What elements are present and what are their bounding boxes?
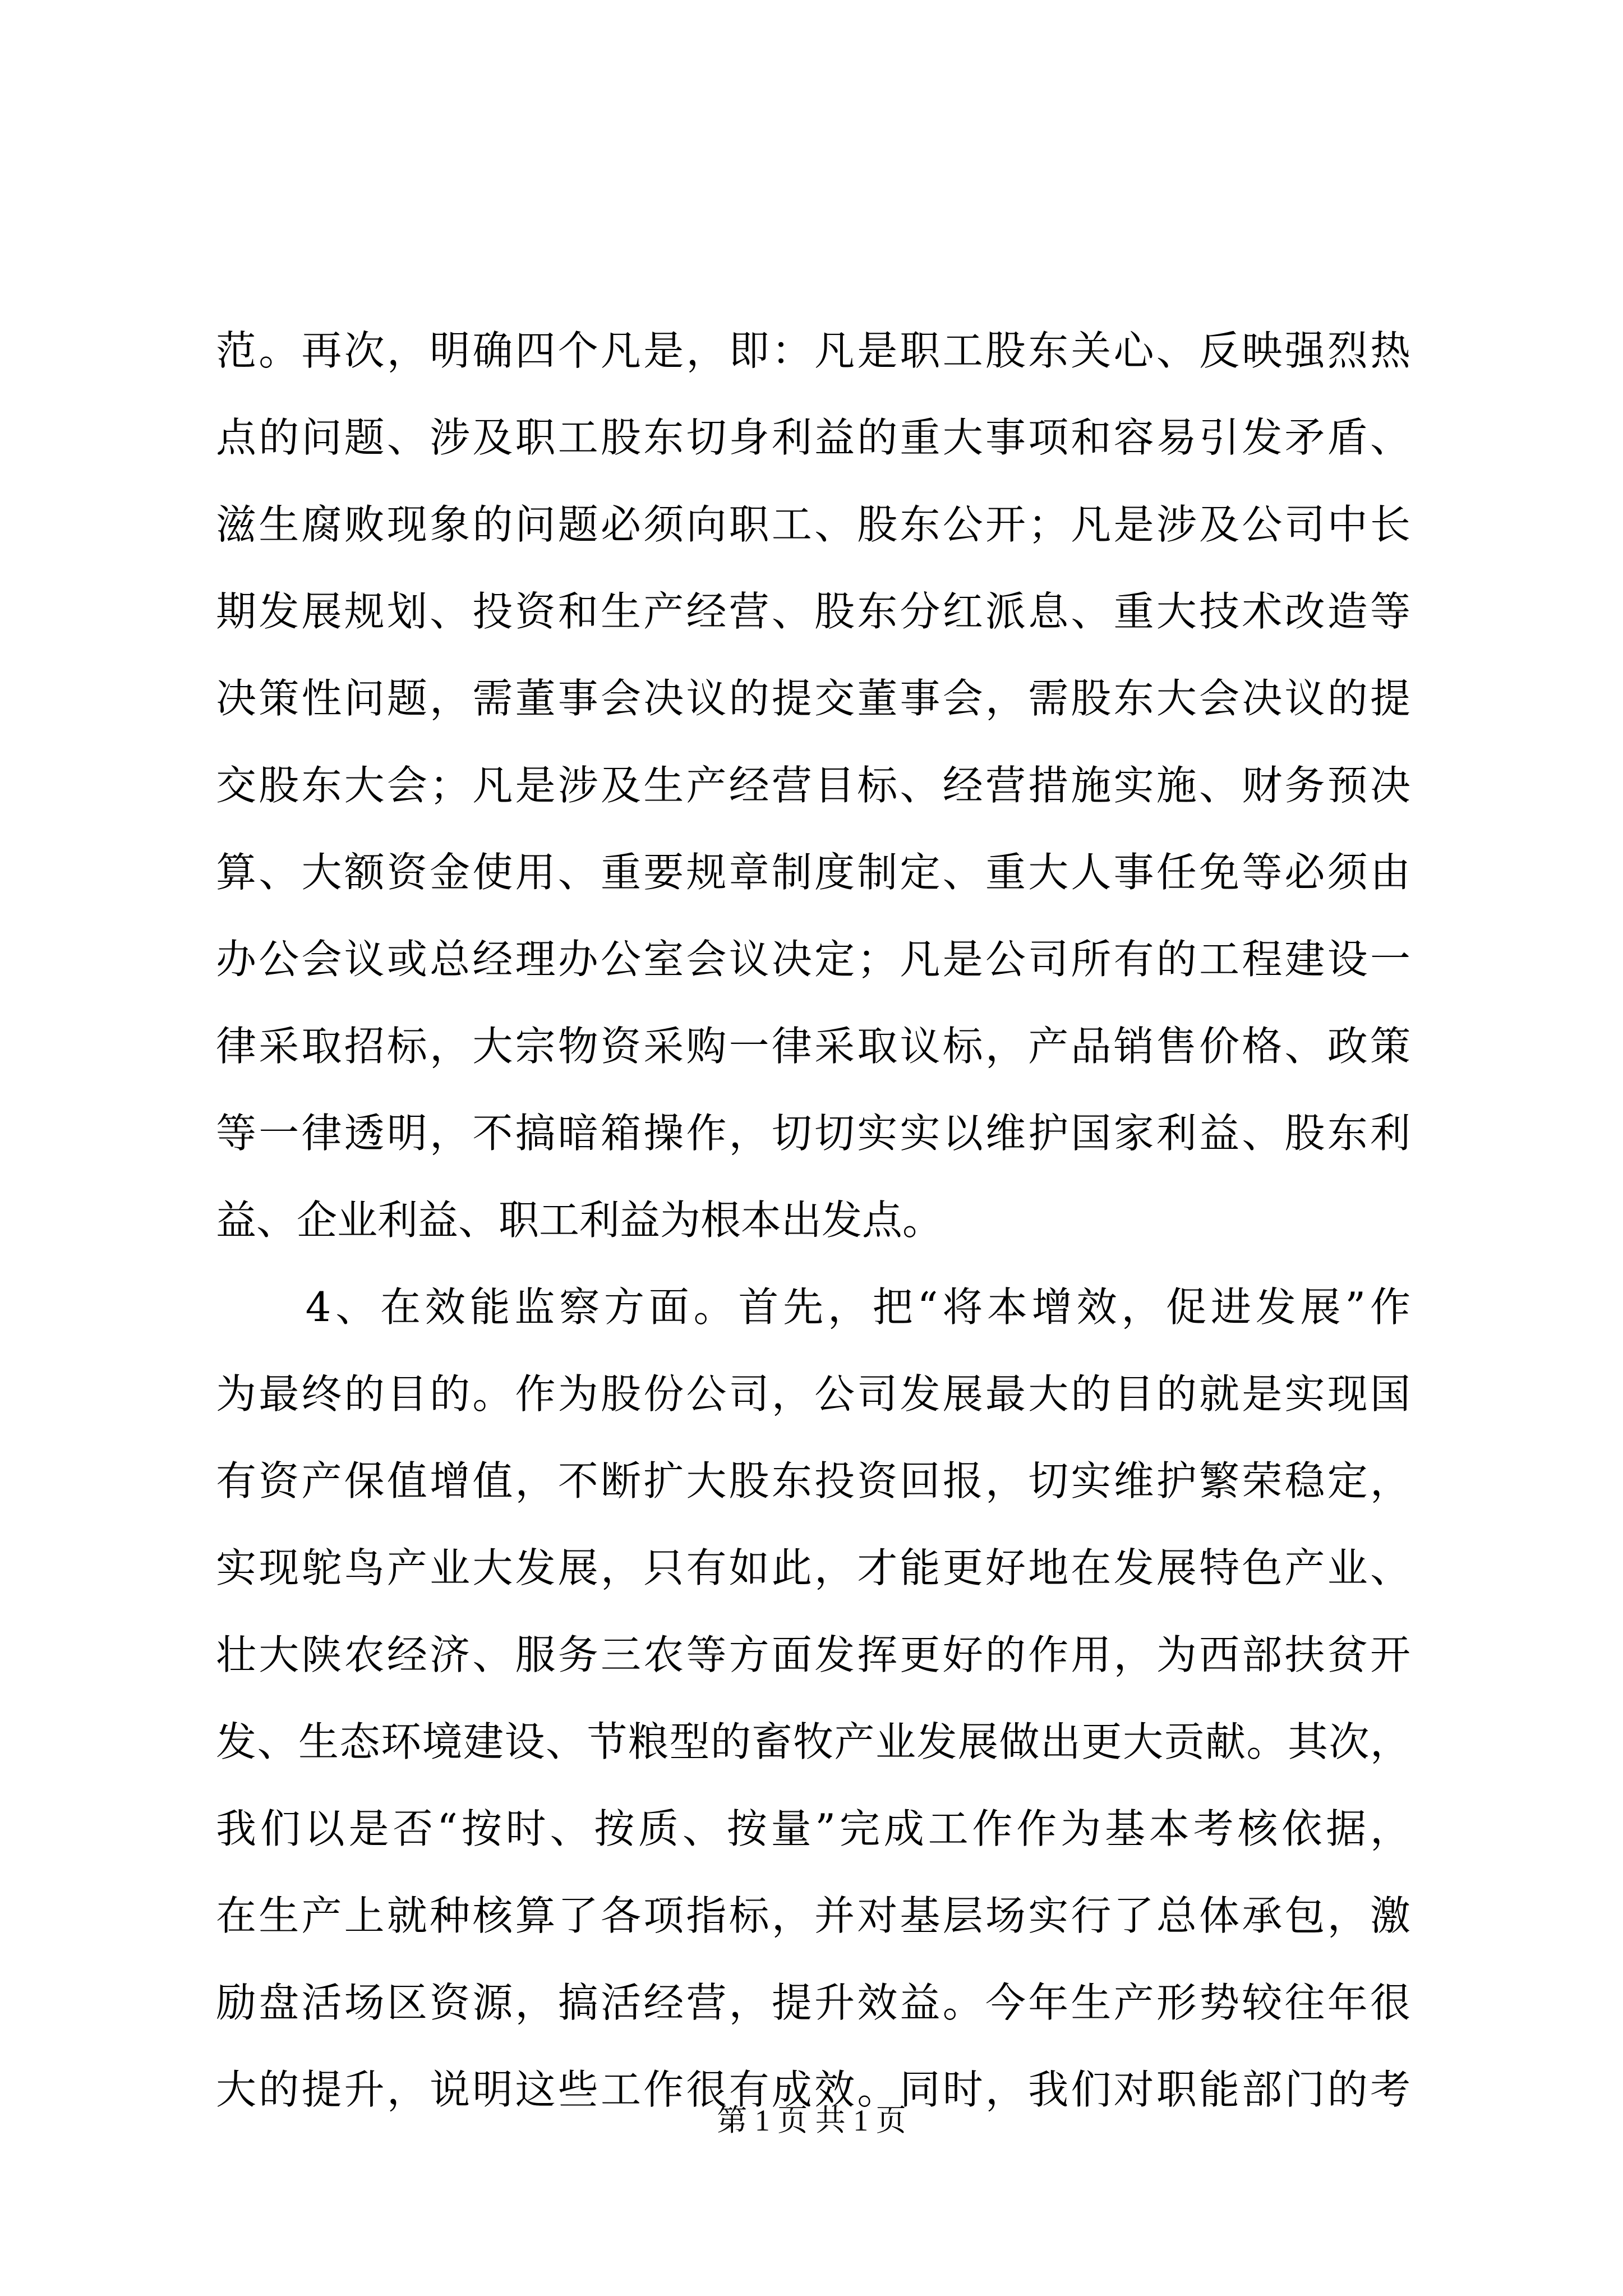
text-line: 期发展规划、投资和生产经营、股东分红派息、重大技术改造等	[216, 588, 1410, 635]
body-text	[216, 307, 1410, 2133]
text-line: 为最终的目的。作为股份公司，公司发展最大的目的就是实现国	[216, 1370, 1410, 1418]
text-line: 大的提升，说明这些工作很有成效。同时，我们对职能部门的考	[216, 2066, 1410, 2113]
text-line: 实现鸵鸟产业大发展，只有如此，才能更好地在发展特色产业、	[216, 1544, 1410, 1591]
text-line: 交股东大会；凡是涉及生产经营目标、经营措施实施、财务预决	[216, 762, 1410, 809]
text-line: 等一律透明，不搞暗箱操作，切切实实以维护国家利益、股东利	[216, 1110, 1410, 1157]
text-line: 在生产上就种核算了各项指标，并对基层场实行了总体承包，激	[216, 1892, 1410, 1939]
text-line: 点的问题、涉及职工股东切身利益的重大事项和容易引发矛盾、	[216, 414, 1410, 461]
text-line: 有资产保值增值，不断扩大股东投资回报，切实维护繁荣稳定，	[216, 1457, 1410, 1504]
text-line: 壮大陕农经济、服务三农等方面发挥更好的作用，为西部扶贫开	[216, 1631, 1410, 1678]
text-line: 算、大额资金使用、重要规章制度制定、重大人事任免等必须由	[216, 849, 1410, 896]
text-line: 励盘活场区资源，搞活经营，提升效益。今年生产形势较往年很	[216, 1979, 1410, 2026]
text-line: 决策性问题，需董事会决议的提交董事会，需股东大会决议的提	[216, 675, 1410, 722]
page-footer: 第 1 页 共 1 页	[717, 2104, 906, 2137]
text-line: 律采取招标，大宗物资采购一律采取议标，产品销售价格、政策	[216, 1023, 1410, 1070]
text-line-paragraph-end: 益、企业利益、职工利益为根本出发点。	[216, 1197, 943, 1244]
text-line: 范。再次，明确四个凡是，即：凡是职工股东关心、反映强烈热	[216, 327, 1410, 374]
text-line: 办公会议或总经理办公室会议决定；凡是公司所有的工程建设一	[216, 936, 1410, 983]
text-line: 发、生态环境建设、节粮型的畜牧产业发展做出更大贡献。其次，	[216, 1718, 1410, 1765]
text-line-paragraph-start: 4、在效能监察方面。首先，把“将本增效，促进发展”作	[216, 1283, 1410, 1331]
text-line: 我们以是否“按时、按质、按量”完成工作作为基本考核依据，	[216, 1805, 1410, 1852]
text-line: 滋生腐败现象的问题必须向职工、股东公开；凡是涉及公司中长	[216, 501, 1410, 548]
